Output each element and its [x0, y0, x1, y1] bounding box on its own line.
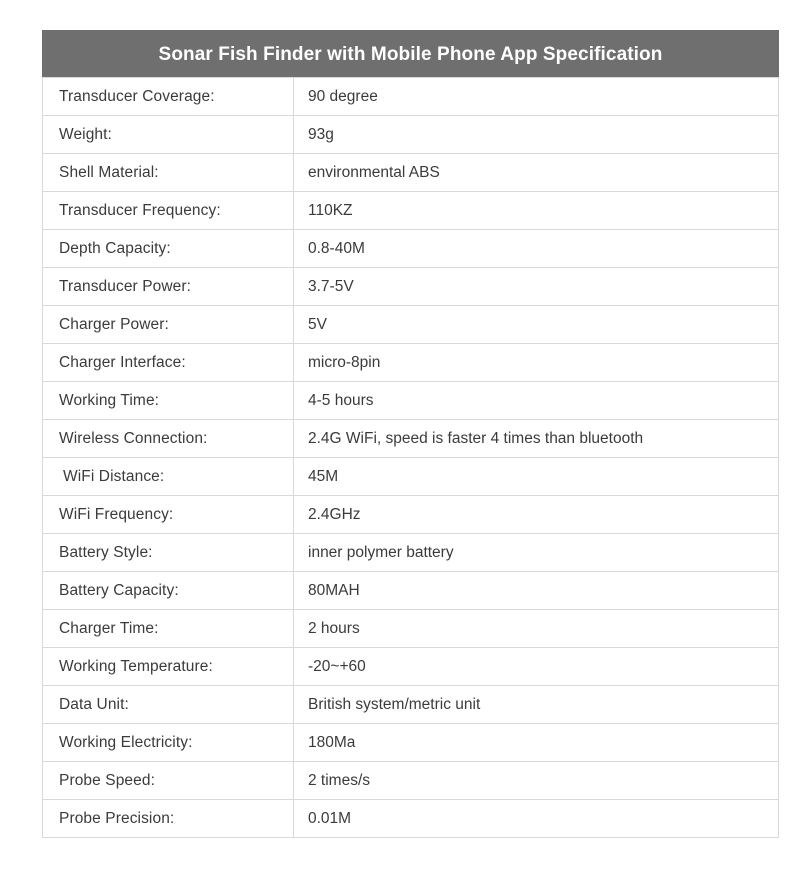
spec-label: Shell Material:	[43, 154, 294, 192]
spec-label: Battery Style:	[43, 534, 294, 572]
spec-value: 0.8-40M	[294, 230, 779, 268]
table-row	[43, 230, 779, 268]
table-row	[43, 572, 779, 610]
table-row	[43, 192, 779, 230]
spec-label: Probe Speed:	[43, 762, 294, 800]
table-row	[43, 344, 779, 382]
table-row	[43, 458, 779, 496]
spec-label: WiFi Distance:	[43, 458, 294, 496]
table-row	[43, 534, 779, 572]
spec-label: Depth Capacity:	[43, 230, 294, 268]
spec-label: Wireless Connection:	[43, 420, 294, 458]
table-row	[43, 724, 779, 762]
table-row	[43, 268, 779, 306]
spec-label: Battery Capacity:	[43, 572, 294, 610]
table-row	[43, 648, 779, 686]
spec-value: environmental ABS	[294, 154, 779, 192]
specification-table-wrapper	[42, 30, 748, 838]
spec-value: 3.7-5V	[294, 268, 779, 306]
spec-value: 0.01M	[294, 800, 779, 838]
spec-value: 90 degree	[294, 78, 779, 116]
spec-value: micro-8pin	[294, 344, 779, 382]
spec-value: 2 hours	[294, 610, 779, 648]
table-row	[43, 116, 779, 154]
table-row	[43, 154, 779, 192]
table-row	[43, 762, 779, 800]
spec-label: Probe Precision:	[43, 800, 294, 838]
table-row	[43, 382, 779, 420]
spec-value: 2.4GHz	[294, 496, 779, 534]
spec-value: 80MAH	[294, 572, 779, 610]
spec-label: Transducer Frequency:	[43, 192, 294, 230]
spec-label: WiFi Frequency:	[43, 496, 294, 534]
spec-value: -20~+60	[294, 648, 779, 686]
spec-value: 2 times/s	[294, 762, 779, 800]
spec-label: Weight:	[43, 116, 294, 154]
spec-label: Charger Interface:	[43, 344, 294, 382]
spec-value: inner polymer battery	[294, 534, 779, 572]
specification-title: Sonar Fish Finder with Mobile Phone App Specification	[42, 30, 779, 77]
spec-label: Working Electricity:	[43, 724, 294, 762]
spec-value: 45M	[294, 458, 779, 496]
spec-label: Working Time:	[43, 382, 294, 420]
table-row	[43, 800, 779, 838]
spec-label: Charger Time:	[43, 610, 294, 648]
table-row	[43, 306, 779, 344]
table-row	[43, 78, 779, 116]
spec-label: Working Temperature:	[43, 648, 294, 686]
table-row	[43, 610, 779, 648]
table-row	[43, 496, 779, 534]
table-row	[43, 420, 779, 458]
spec-value: British system/metric unit	[294, 686, 779, 724]
specification-table	[42, 30, 779, 838]
spec-label: Charger Power:	[43, 306, 294, 344]
spec-value: 93g	[294, 116, 779, 154]
specification-table-body	[43, 78, 779, 838]
spec-value: 180Ma	[294, 724, 779, 762]
spec-label: Data Unit:	[43, 686, 294, 724]
table-row	[43, 686, 779, 724]
spec-value: 110KZ	[294, 192, 779, 230]
spec-value: 2.4G WiFi, speed is faster 4 times than bluetooth	[294, 420, 779, 458]
spec-label: Transducer Power:	[43, 268, 294, 306]
spec-label: Transducer Coverage:	[43, 78, 294, 116]
spec-value: 4-5 hours	[294, 382, 779, 420]
spec-value: 5V	[294, 306, 779, 344]
